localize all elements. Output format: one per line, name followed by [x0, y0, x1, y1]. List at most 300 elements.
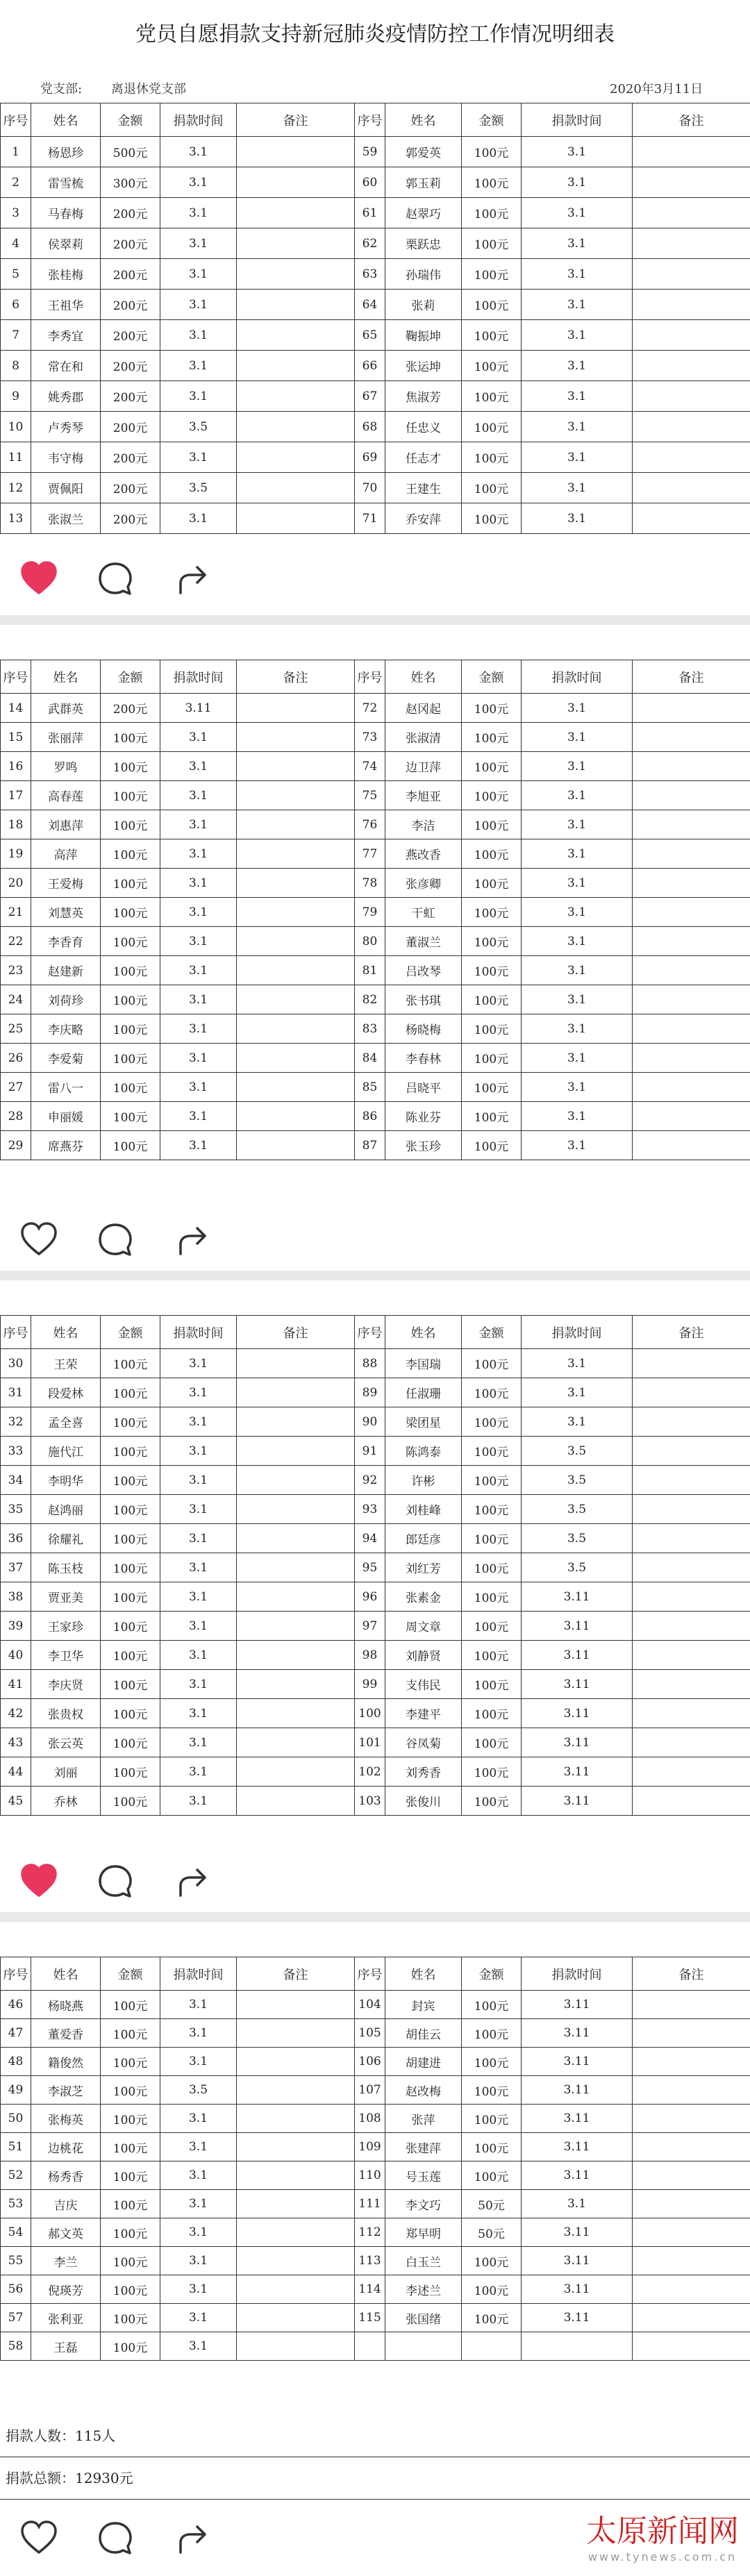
table-cell: 李述兰: [385, 2275, 462, 2304]
donation-summary: [0, 2415, 750, 2500]
table-cell: 100元: [101, 1787, 160, 1816]
table-cell: 郎廷彦: [385, 1524, 462, 1553]
table-cell: 32: [1, 1407, 31, 1437]
table-cell: 31: [1, 1378, 31, 1407]
table-cell: 刘桂峰: [385, 1495, 462, 1524]
table-cell: 70: [355, 473, 385, 503]
table-cell: 100元: [462, 810, 522, 839]
table-cell: 95: [355, 1553, 385, 1582]
table-cell: 55: [1, 2247, 31, 2275]
column-header: 捐款时间: [160, 660, 237, 694]
table-cell: 李建平: [385, 1699, 462, 1728]
table-cell: 3.5: [160, 412, 237, 442]
table-cell: 3.1: [160, 198, 237, 228]
table-cell: [633, 1582, 750, 1612]
table-cell: 3.1: [160, 1641, 237, 1670]
table-cell: 100元: [101, 1044, 160, 1073]
table-cell: 3.1: [160, 752, 237, 781]
table-cell: 3.5: [522, 1437, 633, 1466]
table-cell: [237, 2332, 355, 2361]
table-cell: 李兰: [31, 2247, 101, 2275]
table-cell: 100元: [101, 1612, 160, 1641]
column-header: 备注: [237, 1316, 355, 1349]
table-cell: 100元: [101, 2076, 160, 2105]
table-cell: 22: [1, 927, 31, 956]
table-cell: 100元: [462, 985, 522, 1014]
table-cell: 100元: [462, 198, 522, 228]
table-cell: [237, 259, 355, 290]
table-cell: [633, 752, 750, 781]
table-cell: 3.1: [522, 351, 633, 381]
table-cell: 3.1: [160, 2332, 237, 2361]
table-cell: 100元: [462, 2133, 522, 2161]
table-cell: 100元: [462, 1102, 522, 1131]
table-row: [1, 2275, 750, 2304]
table-cell: 100元: [101, 723, 160, 752]
table-cell: 3.11: [160, 694, 237, 723]
table-cell: 114: [355, 2275, 385, 2304]
column-header: 序号: [355, 103, 385, 137]
table-row: [1, 1524, 750, 1553]
table-cell: [633, 869, 750, 898]
table-cell: [237, 1757, 355, 1787]
table-cell: [633, 723, 750, 752]
table-cell: 3.1: [160, 1073, 237, 1102]
table-cell: 3.11: [522, 1641, 633, 1670]
table-cell: 封宾: [385, 1991, 462, 2019]
table-cell: 100元: [101, 1582, 160, 1612]
table-cell: [633, 473, 750, 503]
table-cell: [237, 1582, 355, 1612]
table-cell: 号玉莲: [385, 2161, 462, 2190]
table-cell: 3.1: [160, 869, 237, 898]
table-cell: 3.1: [160, 167, 237, 198]
table-cell: 100: [355, 1699, 385, 1728]
table-cell: 100元: [101, 810, 160, 839]
table-cell: [633, 1991, 750, 2019]
table-cell: 3.1: [522, 810, 633, 839]
table-row: [1, 927, 750, 956]
table-cell: 杨晓燕: [31, 1991, 101, 2019]
table-cell: [237, 351, 355, 381]
table-cell: 29: [1, 1131, 31, 1160]
table-cell: 刘静贤: [385, 1641, 462, 1670]
table-cell: 50元: [462, 2190, 522, 2218]
table-cell: [237, 810, 355, 839]
comment-icon[interactable]: [96, 2519, 135, 2558]
table-cell: 100元: [462, 1757, 522, 1787]
table-cell: 100元: [462, 442, 522, 473]
table-cell: 88: [355, 1349, 385, 1378]
table-row: [1, 985, 750, 1014]
table-cell: 3.1: [160, 2304, 237, 2332]
table-cell: 105: [355, 2019, 385, 2048]
table-cell: [237, 2019, 355, 2048]
table-row: [1, 694, 750, 723]
table-cell: 干虹: [385, 898, 462, 927]
comment-icon[interactable]: [96, 1221, 135, 1260]
table-cell: 刘慧英: [31, 898, 101, 927]
table-cell: 100元: [101, 2332, 160, 2361]
table-cell: 28: [1, 1102, 31, 1131]
table-cell: 100元: [101, 2048, 160, 2076]
table-cell: [633, 320, 750, 351]
table-cell: 108: [355, 2105, 385, 2133]
table-cell: [237, 1073, 355, 1102]
table-cell: [237, 137, 355, 167]
table-cell: 3.1: [160, 1378, 237, 1407]
table-cell: 李庆略: [31, 1014, 101, 1044]
table-cell: [237, 198, 355, 228]
table-cell: 100元: [462, 752, 522, 781]
table-cell: 贾亚美: [31, 1582, 101, 1612]
table-cell: 3.1: [522, 320, 633, 351]
table-cell: 100元: [462, 2275, 522, 2304]
table-cell: 71: [355, 503, 385, 534]
table-cell: 3.1: [160, 781, 237, 810]
table-cell: 3.1: [160, 1407, 237, 1437]
table-cell: 47: [1, 2019, 31, 2048]
table-row: [1, 412, 750, 442]
table-cell: [633, 1641, 750, 1670]
table-cell: 3.11: [522, 1728, 633, 1757]
column-header: 序号: [355, 660, 385, 694]
table-cell: 33: [1, 1437, 31, 1466]
table-cell: 86: [355, 1102, 385, 1131]
table-cell: 3.11: [522, 1757, 633, 1787]
table-cell: 100元: [462, 503, 522, 534]
table-cell: [633, 442, 750, 473]
table-row: [1, 810, 750, 839]
table-cell: 100元: [462, 351, 522, 381]
table-cell: 李文巧: [385, 2190, 462, 2218]
table-cell: [633, 839, 750, 869]
table-row: [1, 2076, 750, 2105]
table-cell: [522, 2332, 633, 2361]
table-cell: 陈鸿泰: [385, 1437, 462, 1466]
table-cell: 100元: [462, 1044, 522, 1073]
table-cell: 武群英: [31, 694, 101, 723]
table-cell: 100元: [101, 1524, 160, 1553]
table-cell: [237, 1044, 355, 1073]
table-cell: 100元: [462, 2048, 522, 2076]
table-cell: 董淑兰: [385, 927, 462, 956]
branch-label: 党支部:: [40, 82, 83, 97]
table-cell: 100元: [101, 1757, 160, 1787]
table-cell: 43: [1, 1728, 31, 1757]
table-cell: 张建萍: [385, 2133, 462, 2161]
table-cell: 100元: [101, 1378, 160, 1407]
table-cell: [237, 1102, 355, 1131]
table-cell: 100元: [101, 1991, 160, 2019]
table-cell: 200元: [101, 473, 160, 503]
table-cell: 3.5: [522, 1466, 633, 1495]
table-row: [1, 752, 750, 781]
table-cell: 3.1: [522, 1131, 633, 1160]
table-cell: 韦守梅: [31, 442, 101, 473]
table-cell: 白玉兰: [385, 2247, 462, 2275]
table-cell: 边卫萍: [385, 752, 462, 781]
donation-table-3: [0, 1315, 750, 1816]
table-cell: [633, 694, 750, 723]
table-cell: 3.1: [160, 228, 237, 259]
table-cell: 3.1: [522, 167, 633, 198]
table-cell: 200元: [101, 320, 160, 351]
table-cell: 3.11: [522, 2133, 633, 2161]
table-cell: 56: [1, 2275, 31, 2304]
table-cell: 100元: [101, 1495, 160, 1524]
table-cell: 3.11: [522, 1670, 633, 1699]
watermark-name: 太原新闻网: [586, 2514, 739, 2549]
table-cell: 40: [1, 1641, 31, 1670]
table-row: [1, 167, 750, 198]
table-cell: [633, 1728, 750, 1757]
table-cell: 200元: [101, 259, 160, 290]
table-cell: 3.1: [522, 290, 633, 320]
table-cell: 100元: [462, 412, 522, 442]
table-row: [1, 2161, 750, 2190]
table-cell: [633, 351, 750, 381]
column-header: 姓名: [31, 103, 101, 137]
table-cell: 81: [355, 956, 385, 985]
table-cell: 100元: [101, 752, 160, 781]
table-cell: 3.1: [160, 1787, 237, 1816]
table-cell: 3.1: [522, 1349, 633, 1378]
table-cell: 乔林: [31, 1787, 101, 1816]
table-row: [1, 2247, 750, 2275]
table-cell: 100元: [462, 1378, 522, 1407]
table-cell: [237, 290, 355, 320]
table-cell: 62: [355, 228, 385, 259]
table-cell: 100元: [462, 2304, 522, 2332]
table-cell: [237, 1699, 355, 1728]
table-cell: 18: [1, 810, 31, 839]
table-cell: 3.11: [522, 1787, 633, 1816]
table-cell: 胡建进: [385, 2048, 462, 2076]
table-cell: 边桃花: [31, 2133, 101, 2161]
table-cell: 4: [1, 228, 31, 259]
donor-count: 捐款人数：115人: [0, 2415, 750, 2457]
table-cell: 徐耀礼: [31, 1524, 101, 1553]
table-cell: 90: [355, 1407, 385, 1437]
table-cell: 吕改琴: [385, 956, 462, 985]
table-cell: 栗跃忠: [385, 228, 462, 259]
table-cell: 3.1: [160, 956, 237, 985]
table-cell: 110: [355, 2161, 385, 2190]
table-cell: 200元: [101, 381, 160, 412]
table-cell: [237, 2218, 355, 2247]
table-row: [1, 1553, 750, 1582]
column-header: 姓名: [31, 1316, 101, 1349]
table-cell: 李秀宜: [31, 320, 101, 351]
heart-filled-icon[interactable]: [19, 560, 58, 599]
table-cell: 13: [1, 503, 31, 534]
table-cell: 100元: [462, 1699, 522, 1728]
share-arrow-icon[interactable]: [174, 1862, 212, 1901]
table-cell: 21: [1, 898, 31, 927]
post-divider: [0, 1271, 750, 1280]
table-cell: 100元: [462, 869, 522, 898]
heart-filled-icon[interactable]: [19, 1862, 58, 1901]
table-cell: 籍俊然: [31, 2048, 101, 2076]
share-arrow-icon[interactable]: [174, 2519, 212, 2558]
column-header: 捐款时间: [522, 1957, 633, 1991]
table-row: [1, 1699, 750, 1728]
table-cell: 乔安萍: [385, 503, 462, 534]
table-cell: [633, 198, 750, 228]
table-cell: 51: [1, 2133, 31, 2161]
column-header: 捐款时间: [522, 660, 633, 694]
table-cell: 李明华: [31, 1466, 101, 1495]
table-cell: 3.1: [522, 228, 633, 259]
table-cell: [633, 1014, 750, 1044]
table-row: [1, 351, 750, 381]
table-row: [1, 869, 750, 898]
table-cell: 李庆贤: [31, 1670, 101, 1699]
column-header: 姓名: [385, 1316, 462, 1349]
column-header: 捐款时间: [522, 103, 633, 137]
table-cell: [633, 2105, 750, 2133]
table-cell: 87: [355, 1131, 385, 1160]
column-header: 序号: [1, 660, 31, 694]
table-cell: 100元: [462, 781, 522, 810]
table-cell: 9: [1, 381, 31, 412]
table-cell: 100元: [462, 898, 522, 927]
table-cell: 3.1: [522, 1102, 633, 1131]
table-cell: [633, 2247, 750, 2275]
table-cell: [237, 985, 355, 1014]
table-cell: 3.1: [522, 503, 633, 534]
comment-icon[interactable]: [96, 560, 135, 599]
table-cell: [633, 1670, 750, 1699]
table-cell: 3.1: [160, 1524, 237, 1553]
table-cell: [633, 503, 750, 534]
table-cell: 赵鸿丽: [31, 1495, 101, 1524]
table-row: [1, 1073, 750, 1102]
table-cell: [237, 1991, 355, 2019]
table-cell: 94: [355, 1524, 385, 1553]
table-cell: 高春莲: [31, 781, 101, 810]
table-cell: 3.11: [522, 2247, 633, 2275]
column-header: 金额: [101, 1316, 160, 1349]
table-cell: 17: [1, 781, 31, 810]
table-cell: 38: [1, 1582, 31, 1612]
table-row: [1, 473, 750, 503]
table-cell: 3.1: [522, 723, 633, 752]
table-cell: 100元: [462, 1787, 522, 1816]
table-cell: 27: [1, 1073, 31, 1102]
table-cell: 燕改香: [385, 839, 462, 869]
table-cell: 3.1: [522, 198, 633, 228]
table-row: [1, 1437, 750, 1466]
table-cell: [237, 320, 355, 351]
table-cell: [237, 381, 355, 412]
column-header: 姓名: [31, 660, 101, 694]
table-cell: [633, 381, 750, 412]
table-cell: 3.5: [160, 473, 237, 503]
table-cell: 101: [355, 1728, 385, 1757]
table-cell: 100元: [462, 1466, 522, 1495]
table-cell: 3.1: [160, 985, 237, 1014]
table-cell: 15: [1, 723, 31, 752]
table-cell: 100元: [101, 781, 160, 810]
table-cell: 93: [355, 1495, 385, 1524]
table-cell: 48: [1, 2048, 31, 2076]
table-cell: 张丽萍: [31, 723, 101, 752]
table-cell: [633, 137, 750, 167]
table-cell: 100元: [462, 1670, 522, 1699]
table-cell: 97: [355, 1612, 385, 1641]
column-header: 金额: [101, 1957, 160, 1991]
table-row: [1, 228, 750, 259]
table-cell: 焦淑芳: [385, 381, 462, 412]
table-cell: 100元: [101, 1728, 160, 1757]
table-cell: 100元: [101, 1014, 160, 1044]
table-cell: 3.1: [522, 781, 633, 810]
column-header: 捐款时间: [160, 1316, 237, 1349]
table-cell: 50: [1, 2105, 31, 2133]
heart-outline-icon[interactable]: [19, 1221, 58, 1260]
table-cell: [237, 1131, 355, 1160]
table-cell: 63: [355, 259, 385, 290]
table-cell: [237, 1641, 355, 1670]
table-cell: 3.1: [522, 1073, 633, 1102]
table-cell: 侯翠莉: [31, 228, 101, 259]
heart-outline-icon[interactable]: [19, 2519, 58, 2558]
table-cell: [633, 1131, 750, 1160]
table-cell: 100元: [462, 228, 522, 259]
column-header: 金额: [101, 660, 160, 694]
table-cell: [633, 2133, 750, 2161]
table-cell: 3.1: [522, 927, 633, 956]
table-cell: 申丽媛: [31, 1102, 101, 1131]
table-cell: 65: [355, 320, 385, 351]
table-cell: 24: [1, 985, 31, 1014]
table-cell: 3.1: [160, 259, 237, 290]
table-cell: [237, 1670, 355, 1699]
table-cell: 100元: [101, 2190, 160, 2218]
table-row: [1, 1991, 750, 2019]
table-row: [1, 381, 750, 412]
table-cell: 100元: [462, 2105, 522, 2133]
table-cell: 100元: [462, 1728, 522, 1757]
table-cell: 张梅英: [31, 2105, 101, 2133]
table-cell: 100元: [101, 1553, 160, 1582]
table-cell: 35: [1, 1495, 31, 1524]
share-arrow-icon[interactable]: [174, 1221, 212, 1260]
table-cell: [237, 752, 355, 781]
comment-icon[interactable]: [96, 1862, 135, 1901]
table-cell: 77: [355, 839, 385, 869]
table-cell: [237, 1014, 355, 1044]
table-cell: [237, 694, 355, 723]
table-cell: 刘惠萍: [31, 810, 101, 839]
table-cell: 89: [355, 1378, 385, 1407]
table-cell: 周文章: [385, 1612, 462, 1641]
table-cell: 3.1: [160, 2218, 237, 2247]
table-cell: 100元: [462, 694, 522, 723]
table-cell: 200元: [101, 442, 160, 473]
table-cell: 64: [355, 290, 385, 320]
table-cell: 82: [355, 985, 385, 1014]
table-cell: 董爱香: [31, 2019, 101, 2048]
table-cell: [355, 2332, 385, 2361]
table-cell: 3.1: [160, 1757, 237, 1787]
table-cell: 3.1: [522, 1378, 633, 1407]
column-header: 金额: [462, 660, 522, 694]
share-arrow-icon[interactable]: [174, 560, 212, 599]
table-cell: 3.1: [160, 2133, 237, 2161]
